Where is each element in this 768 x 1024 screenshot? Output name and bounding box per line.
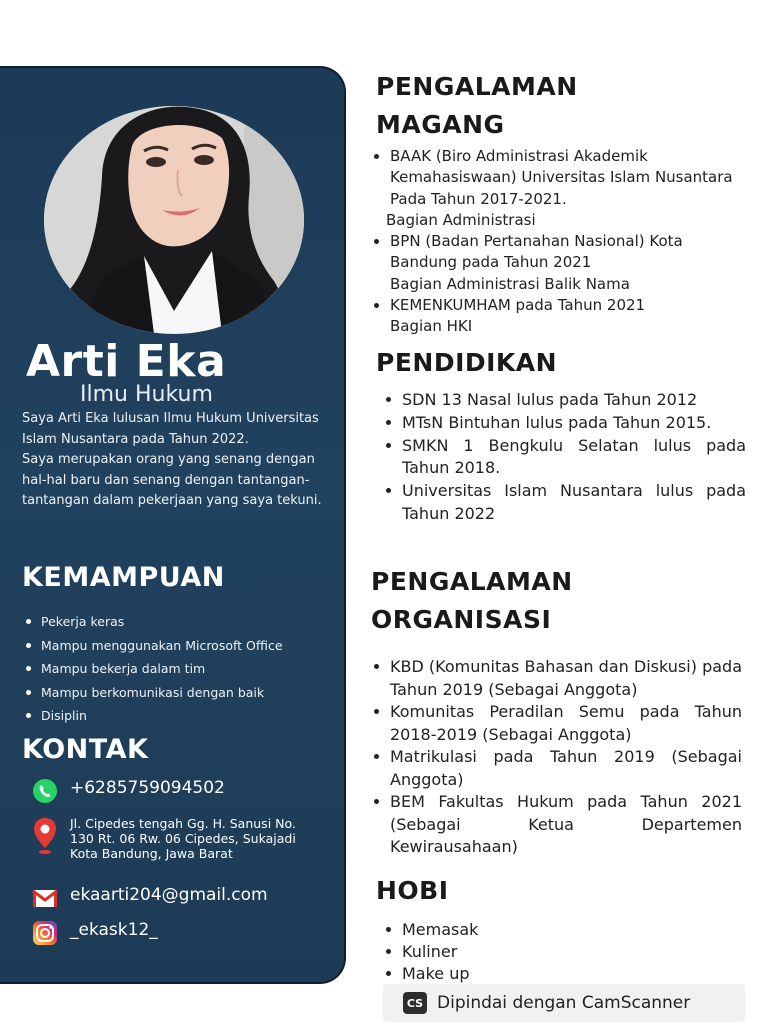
bullet-icon: [26, 643, 31, 648]
list-item: KBD (Komunitas Bahasan dan Diskusi) pada Tahun 2019 (Sebagai Anggota): [372, 656, 742, 701]
bullet-icon: [26, 666, 31, 671]
list-item: Mampu menggunakan Microsoft Office: [26, 634, 336, 658]
organization-list: [372, 656, 742, 859]
bullet-icon: [26, 619, 31, 624]
list-item: Pekerja keras: [26, 610, 336, 634]
camscanner-logo-icon: CS: [403, 992, 427, 1014]
bullet-icon: [374, 754, 379, 759]
education-list: [384, 389, 746, 526]
bullet-icon: [386, 397, 391, 402]
email-address: ekaarti204@gmail.com: [70, 885, 268, 905]
bullet-icon: [26, 713, 31, 718]
list-item: Make up: [384, 963, 684, 985]
bullet-icon: [374, 154, 379, 159]
list-item: BPN (Badan Pertanahan Nasional) Kota Bandung pada Tahun 2021 Bagian Administrasi Balik Nama: [372, 231, 740, 295]
bullet-icon: [374, 239, 379, 244]
list-item: Kuliner: [384, 941, 684, 963]
profile-photo-illustration: [44, 106, 304, 334]
list-item: Mampu berkomunikasi dengan baik: [26, 681, 336, 705]
contact-heading: KONTAK: [22, 734, 149, 765]
instagram-icon: [32, 920, 58, 946]
list-item: Komunitas Peradilan Semu pada Tahun 2018-2019 (Sebagai Anggota): [372, 701, 742, 746]
bio-paragraph: Saya Arti Eka lulusan Ilmu Hukum Universitas Islam Nusantara pada Tahun 2022.: [22, 411, 319, 447]
list-item: Disiplin: [26, 704, 336, 728]
hobby-heading: HOBI: [376, 876, 449, 905]
profile-photo: [44, 106, 304, 334]
bullet-icon: [386, 443, 391, 448]
mail-icon: [32, 885, 58, 911]
bullet-icon: [374, 709, 379, 714]
hobby-list: [384, 919, 684, 985]
contact-phone: [32, 778, 225, 804]
bullet-icon: [386, 949, 391, 954]
phone-number: +6285759094502: [70, 778, 225, 798]
bullet-icon: [374, 664, 379, 669]
contact-address: [32, 816, 312, 861]
list-item: KEMENKUMHAM pada Tahun 2021 Bagian HKI: [372, 295, 740, 338]
instagram-handle: _ekask12_: [70, 920, 158, 940]
watermark-text: Dipindai dengan CamScanner: [437, 993, 691, 1013]
list-item: SDN 13 Nasal lulus pada Tahun 2012: [384, 389, 746, 412]
whatsapp-icon: [32, 778, 58, 804]
list-item: BAAK (Biro Administrasi Akademik Kemahasiswaan) Universitas Islam Nusantara Pada Tahun 2017-2021. Bagian Administrasi: [372, 146, 740, 231]
skills-heading: KEMAMPUAN: [22, 562, 225, 593]
list-item: MTsN Bintuhan lulus pada Tahun 2015.: [384, 412, 746, 435]
bullet-icon: [26, 690, 31, 695]
bullet-icon: [386, 971, 391, 976]
bullet-icon: [386, 420, 391, 425]
address-text: Jl. Cipedes tengah Gg. H. Sanusi No. 130 Rt. 06 Rw. 06 Cipedes, Sukajadi Kota Bandung, Jawa Barat: [70, 816, 296, 861]
list-item: Mampu bekerja dalam tim: [26, 657, 336, 681]
bio-paragraph: Saya merupakan orang yang senang dengan hal-hal baru dan senang dengan tantangan-tantangan dalam pekerjaan yang saya tekuni.: [22, 452, 322, 508]
contact-email: [32, 885, 268, 911]
list-item: Memasak: [384, 919, 684, 941]
profile-bio: [22, 409, 322, 512]
education-heading: PENDIDIKAN: [376, 348, 558, 377]
organization-heading: PENGALAMAN ORGANISASI: [371, 567, 573, 634]
location-pin-icon: [32, 816, 58, 856]
list-item: SMKN 1 Bengkulu Selatan lulus pada Tahun 2018.: [384, 435, 746, 481]
internship-list: [372, 146, 740, 338]
bullet-icon: [374, 799, 379, 804]
bullet-icon: [374, 303, 379, 308]
skills-list: [26, 610, 336, 728]
bullet-icon: [386, 927, 391, 932]
profile-role: Ilmu Hukum: [80, 382, 213, 407]
list-item: Matrikulasi pada Tahun 2019 (Sebagai Anggota): [372, 746, 742, 791]
internship-heading: PENGALAMAN MAGANG: [376, 72, 578, 139]
profile-name: Arti Eka: [26, 336, 227, 387]
contact-instagram: [32, 920, 158, 946]
camscanner-watermark: [383, 984, 745, 1022]
bullet-icon: [386, 488, 391, 493]
list-item: BEM Fakultas Hukum pada Tahun 2021 (Sebagai Ketua Departemen Kewirausahaan): [372, 791, 742, 859]
list-item: Universitas Islam Nusantara lulus pada Tahun 2022: [384, 480, 746, 526]
